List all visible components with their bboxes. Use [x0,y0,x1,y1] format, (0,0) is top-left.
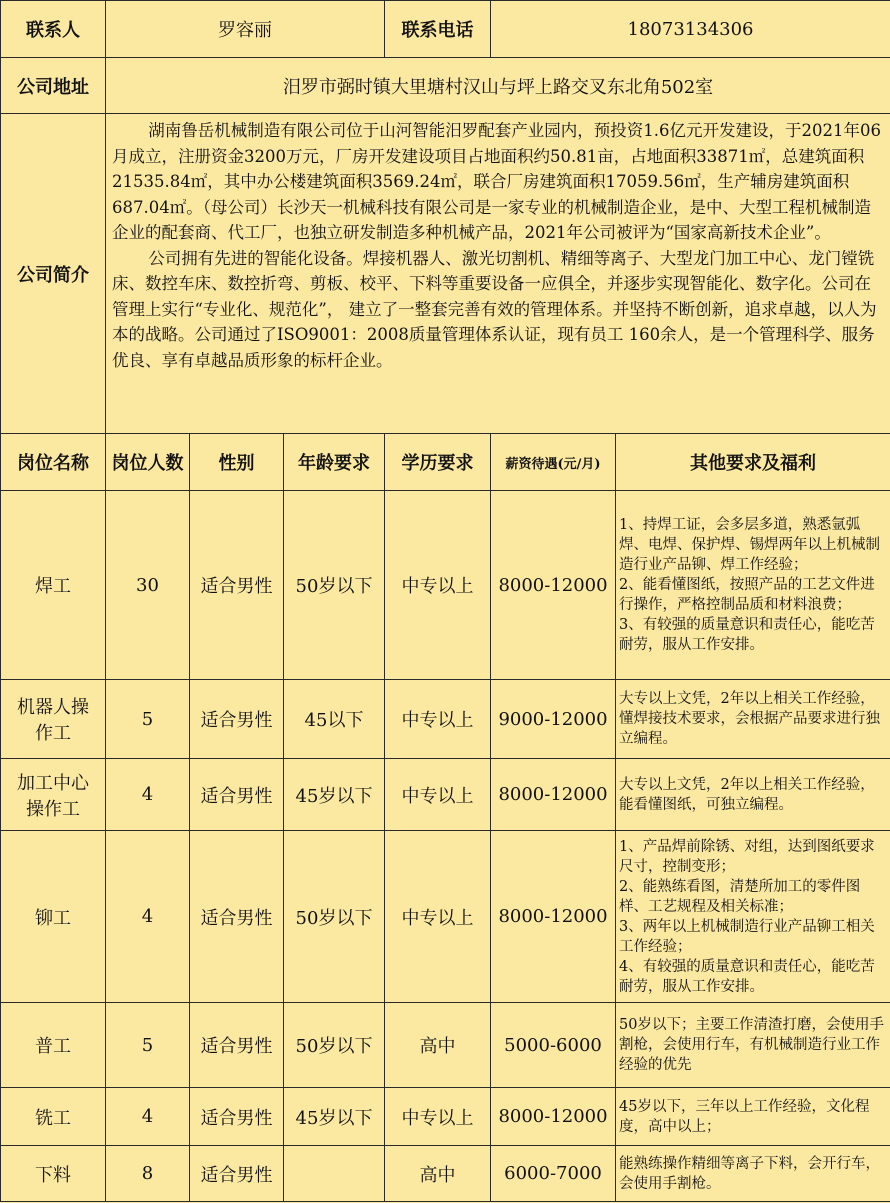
job-count: 4 [106,759,190,831]
job-other [616,1146,890,1202]
job-education: 中专以上 [385,759,491,831]
job-salary: 6000-7000 [491,1146,616,1202]
requirement-line: 2、能熟练看图，清楚所加工的零件图样、工艺规程及相关标准； [619,878,861,915]
job-salary: 5000-6000 [491,1003,616,1088]
job-count: 4 [106,1088,190,1146]
header-age: 年龄要求 [284,434,385,491]
job-other [616,680,890,759]
header-salary: 薪资待遇(元/月) [491,434,616,491]
address-value: 汨罗市弼时镇大里塘村汉山与坪上路交叉东北角502室 [106,58,890,114]
job-age: 45岁以下 [284,1088,385,1146]
job-gender: 适合男性 [190,1003,284,1088]
job-education: 高中 [385,1003,491,1088]
contact-label: 联系人 [1,1,106,58]
requirement-line: 45岁以下，三年以上工作经验，文化程度，高中以上； [619,1098,870,1135]
intro-paragraph-2: 公司拥有先进的智能化设备。焊接机器人、激光切割机、精细等离子、大型龙门加工中心、龙门镗铣床、数控车床、数控折弯、剪板、校平、下料等重要设备一应俱全，并逐步实现智能化、数字化。公司在管理上实行“专业化、规范化”， 建立了一整套完善有效的管理体系。并坚持不断创新，追求卓越，以人为本的战略。公司通过了ISO9001：2008质量管理体系认证，现有员工 160余人，是一个管理科学、服务优良、享有卓越品质形象的标杆企业。 [112,248,877,370]
job-position: 铆工 [1,831,106,1003]
job-education: 中专以上 [385,680,491,759]
requirement-line: 能熟练操作精细等离子下料，会开行车，会使用手割枪。 [619,1155,881,1192]
header-row [1,434,890,491]
requirement-line: 50岁以下；主要工作清渣打磨，会使用手割枪，会使用行车，有机械制造行业工作经验的优先 [619,1017,884,1073]
job-salary: 8000-12000 [491,491,616,680]
contact-name: 罗容丽 [106,1,385,58]
job-age: 45岁以下 [284,759,385,831]
intro-label: 公司简介 [1,114,106,434]
table-row [1,1003,890,1088]
requirement-line: 大专以上文凭，2年以上相关工作经验，懂焊接技术要求，会根据产品要求进行独立编程。 [619,691,881,747]
table-row [1,831,890,1003]
requirement-line: 3、两年以上机械制造行业产品铆工相关工作经验； [619,918,875,955]
requirement-line: 1、产品焊前除锈、对组，达到图纸要求尺寸，控制变形； [619,838,875,875]
job-other [616,491,890,680]
job-position: 铣工 [1,1088,106,1146]
job-count: 8 [106,1146,190,1202]
job-gender: 适合男性 [190,491,284,680]
job-other [616,1003,890,1088]
requirement-line: 2、能看懂图纸，按照产品的工艺文件进行操作，严格控制品质和材料浪费； [619,577,875,613]
job-salary: 9000-12000 [491,680,616,759]
job-position: 下料 [1,1146,106,1202]
job-salary: 8000-12000 [491,831,616,1003]
job-age: 45以下 [284,680,385,759]
job-position: 机器人操作工 [1,680,106,759]
header-position: 岗位名称 [1,434,106,491]
table-row [1,491,890,680]
contact-row [1,1,890,58]
job-position: 普工 [1,1003,106,1088]
job-gender: 适合男性 [190,831,284,1003]
address-label: 公司地址 [1,58,106,114]
table-row [1,1088,890,1146]
job-education: 中专以上 [385,1088,491,1146]
table-row [1,759,890,831]
job-count: 5 [106,680,190,759]
job-age: 50岁以下 [284,1003,385,1088]
header-gender: 性别 [190,434,284,491]
requirement-line: 3、有较强的质量意识和责任心，能吃苦耐劳，服从工作安排。 [619,617,875,653]
table-row [1,680,890,759]
job-gender: 适合男性 [190,759,284,831]
header-count: 岗位人数 [106,434,190,491]
intro-row [1,114,890,434]
header-education: 学历要求 [385,434,491,491]
job-other [616,759,890,831]
job-gender: 适合男性 [190,1088,284,1146]
job-count: 30 [106,491,190,680]
phone-label: 联系电话 [385,1,491,58]
job-age: 50岁以下 [284,831,385,1003]
job-gender: 适合男性 [190,680,284,759]
job-age: 50岁以下 [284,491,385,680]
requirement-line: 大专以上文凭，2年以上相关工作经验，能看懂图纸，可独立编程。 [619,776,875,813]
table-row [1,1146,890,1202]
header-other: 其他要求及福利 [616,434,890,491]
job-education: 中专以上 [385,831,491,1003]
intro-text [106,114,890,434]
job-other [616,1088,890,1146]
job-education: 高中 [385,1146,491,1202]
job-count: 5 [106,1003,190,1088]
job-position: 焊工 [1,491,106,680]
requirement-line: 4、有较强的质量意识和责任心，能吃苦耐劳，服从工作安排。 [619,958,875,995]
address-row [1,58,890,114]
job-position: 加工中心操作工 [1,759,106,831]
job-salary: 8000-12000 [491,1088,616,1146]
job-education: 中专以上 [385,491,491,680]
phone-number: 18073134306 [491,1,890,58]
intro-paragraph-1: 湖南鲁岳机械制造有限公司位于山河智能汨罗配套产业园内，预投资1.6亿元开发建设，于2021年06月成立，注册资金3200万元，厂房开发建设项目占地面积约50.81亩，占地面积33871㎡，总建筑面积21535.84㎡，其中办公楼建筑面积3569.24㎡，联合厂房建筑面积17059.56㎡，生产辅房建筑面积687.04㎡。（母公司）长沙天一机械科技有限公司是一家专业的机械制造企业，是中、大型工程机械制造企业的配套商、代工厂，也独立研发制造多种机械产品，2021年公司被评为“国家高新技术企业”。 [112,121,882,242]
job-gender: 适合男性 [190,1146,284,1202]
job-count: 4 [106,831,190,1003]
job-age [284,1146,385,1202]
job-salary: 8000-12000 [491,759,616,831]
job-other [616,831,890,1003]
requirement-line: 1、持焊工证，会多层多道，熟悉氩弧焊、电焊、保护焊、锡焊两年以上机械制造行业产品铆、焊工作经验； [619,517,881,573]
